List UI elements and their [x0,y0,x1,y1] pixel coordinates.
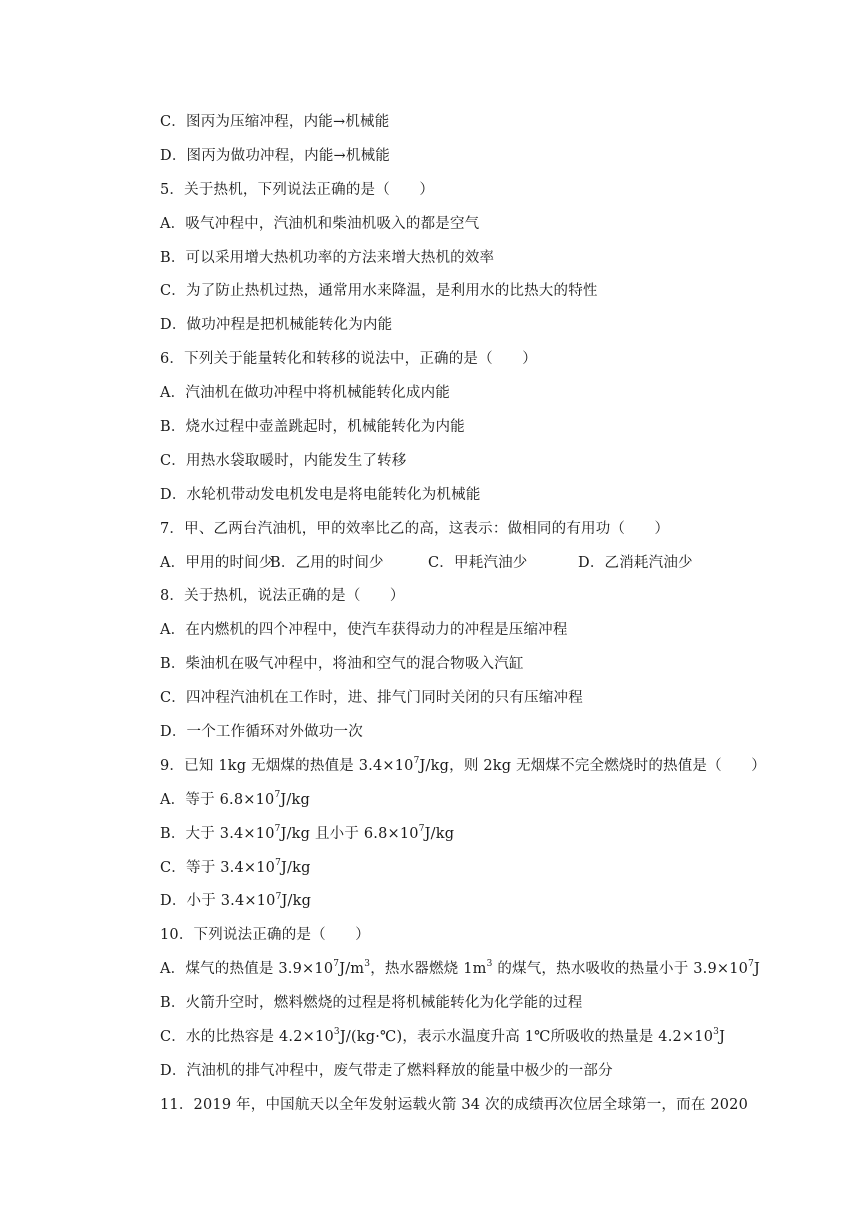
q9-stem-exponent: 7 [413,756,420,767]
q5-option-b: B．可以采用增大热机功率的方法来增大热机的效率 [160,249,495,266]
q10-option-c-unit: J [719,1029,726,1046]
q9-stem-part2: J/kg，则 2kg 无烟煤不完全燃烧时的热值是（ ） [419,757,766,774]
document-content [160,108,766,1125]
q7-options [160,549,760,583]
q8-option-b: B．柴油机在吸气冲程中，将油和空气的混合物吸入汽缸 [160,656,524,673]
q6-stem: 6．下列关于能量转化和转移的说法中，正确的是（ ） [160,351,537,368]
q10-option-a-unit: J [754,961,761,978]
q10-option-a-text-2: J/m [339,961,365,978]
q9-option-a-text: A．等于 6.8×10 [160,791,275,808]
q10-option-d: D．汽油机的排气冲程中，废气带走了燃料释放的能量中极少的一部分 [160,1062,613,1079]
q9-option-b [160,820,760,854]
q6-option-a: A．汽油机在做功冲程中将机械能转化成内能 [160,385,450,402]
q5-option-c: C．为了防止热机过热，通常用水来降温，是利用水的比热大的特性 [160,283,598,300]
q7-option-c: C．甲耗汽油少 [428,554,528,571]
q9-stem [160,752,766,786]
q9-option-c-unit: J/kg [281,859,311,876]
q10-option-a-exponent-1: 7 [333,959,340,970]
q10-stem: 10．下列说法正确的是（ ） [160,927,370,944]
q5-option-d: D．做功冲程是把机械能转化为内能 [160,317,393,334]
q5-stem: 5．关于热机，下列说法正确的是（ ） [160,181,435,198]
q9-option-a-exponent: 7 [274,789,281,800]
q6-option-c: C．用热水袋取暖时，内能发生了转移 [160,452,407,469]
q10-option-a-text-1: A．煤气的热值是 3.9×10 [160,961,334,978]
q9-option-c-exponent: 7 [275,857,282,868]
q9-option-a-unit: J/kg [280,791,310,808]
q10-option-a [160,955,760,989]
q7-option-a: A．甲用的时间少 [160,554,274,571]
q10-option-a-text-4: 的煤气，热水吸收的热量小于 3.9×10 [492,961,749,978]
q9-stem-part1: 9．已知 1kg 无烟煤的热值是 3.4×10 [160,757,414,774]
q10-option-a-exponent-3: 3 [486,959,493,970]
q9-option-a [160,786,760,820]
q9-option-b-text-2: J/kg 且小于 6.8×10 [280,825,419,842]
q10-option-b: B．火箭升空时，燃料燃烧的过程是将机械能转化为化学能的过程 [160,995,583,1012]
q5-option-a: A．吸气冲程中，汽油机和柴油机吸入的都是空气 [160,215,480,232]
q8-option-a: A．在内燃机的四个冲程中，使汽车获得动力的冲程是压缩冲程 [160,622,568,639]
q4-option-c: C．图丙为压缩冲程，内能→机械能 [160,114,390,130]
q10-option-c-text-1: C．水的比热容是 4.2×10 [160,1029,334,1046]
q10-option-a-text-3: ，热水器燃烧 1m [370,961,487,978]
q9-option-d-text: D．小于 3.4×10 [160,893,276,910]
q8-option-c: C．四冲程汽油机在工作时，进、排气门同时关闭的只有压缩冲程 [160,690,583,707]
q9-option-c [160,854,760,888]
q6-option-b: B．烧水过程中壶盖跳起时，机械能转化为内能 [160,419,465,436]
q4-option-d: D．图丙为做功冲程，内能→机械能 [160,147,390,164]
q6-option-d: D．水轮机带动发电机发电是将电能转化为机械能 [160,486,481,503]
q9-option-c-text: C．等于 3.4×10 [160,859,276,876]
q8-option-d: D．一个工作循环对外做功一次 [160,724,363,741]
q10-option-a-exponent-4: 7 [748,959,755,970]
q10-option-c-exponent-1: 3 [333,1027,340,1038]
q11-stem: 11．2019 年，中国航天以全年发射运载火箭 34 次的成绩再次位居全球第一，而在 2020 [160,1096,749,1113]
q7-stem: 7．甲、乙两台汽油机，甲的效率比乙的高，这表示：做相同的有用功（ ） [160,520,670,537]
q9-option-d-exponent: 7 [275,891,282,902]
q7-option-d: D．乙消耗汽油少 [578,554,693,571]
q9-option-b-exponent-1: 7 [274,823,281,834]
q10-option-c-text-2: J/(kg·℃)，表示水温度升高 1℃所吸收的热量是 4.2×10 [339,1029,714,1046]
q9-option-d [160,887,760,921]
q8-stem: 8．关于热机，说法正确的是（ ） [160,588,405,605]
q10-option-a-exponent-2: 3 [364,959,371,970]
q9-option-b-text: B．大于 3.4×10 [160,825,275,842]
q10-option-c-exponent-2: 3 [713,1027,720,1038]
q9-option-d-unit: J/kg [281,893,312,910]
q10-option-c [160,1023,760,1057]
q9-option-b-unit: J/kg [424,825,455,842]
q7-option-b: B．乙用的时间少 [270,554,384,571]
q9-option-b-exponent-2: 7 [418,823,425,834]
